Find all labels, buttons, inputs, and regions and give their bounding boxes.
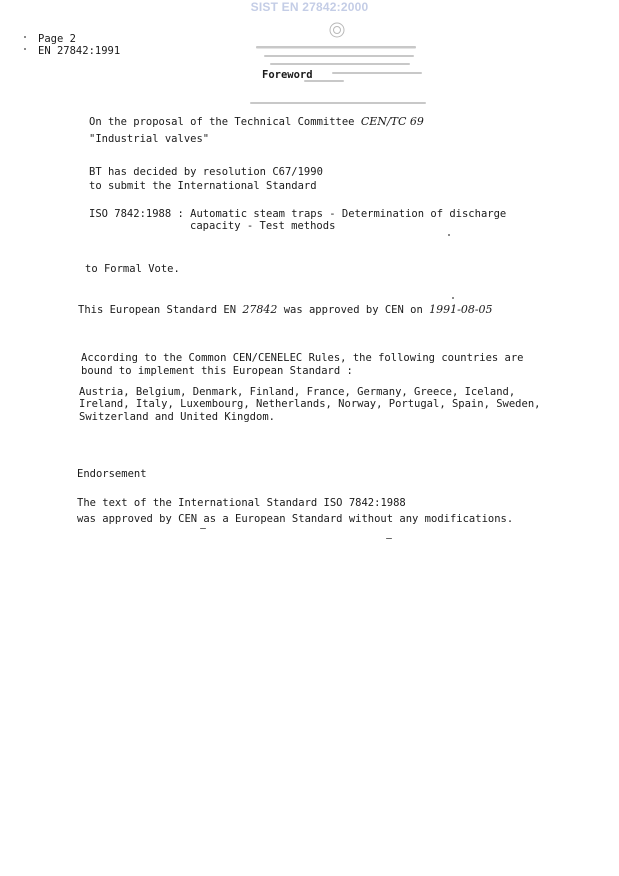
- countries-intro-1: According to the Common CEN/CENELEC Rules, the following countries are: [81, 352, 524, 364]
- endorsement-line-1: [77, 497, 406, 511]
- document-number: EN 27842:1991: [38, 45, 121, 57]
- bt-resolution: BT has decided by resolution C67/1990: [89, 166, 323, 178]
- foreword-heading: Foreword: [262, 69, 313, 81]
- bt-submit: to submit the International Standard: [89, 180, 317, 192]
- scan-speck: [448, 234, 450, 236]
- scan-speck: [452, 297, 454, 299]
- countries-intro-2: bound to implement this European Standard :: [81, 365, 353, 377]
- approval-date: 1991-08-05: [429, 303, 493, 316]
- en-number: 27842: [242, 303, 278, 316]
- countries-list-1: Austria, Belgium, Denmark, Finland, France, Germany, Greece, Iceland,: [79, 386, 516, 398]
- proposal-text: On the proposal of the Technical Committee: [89, 116, 355, 128]
- iso-title-line1: Automatic steam traps - Determination of discharge: [190, 208, 507, 220]
- margin-mark: [24, 36, 26, 38]
- formal-vote: to Formal Vote.: [85, 263, 180, 275]
- countries-list-2: Ireland, Italy, Luxembourg, Netherlands, Norway, Portugal, Spain, Sweden,: [79, 398, 541, 410]
- endorsement-text: The text of the International Standard ISO: [77, 497, 343, 509]
- iso-title-line2: capacity - Test methods: [190, 220, 336, 232]
- page-label: Page 2: [38, 33, 76, 45]
- margin-mark: [24, 48, 26, 50]
- technical-committee-number: CEN/TC 69: [360, 115, 424, 128]
- scan-speck: [200, 528, 206, 529]
- approval-middle: was approved by CEN on: [283, 304, 423, 316]
- scan-speck: [386, 538, 392, 539]
- countries-list-3: Switzerland and United Kingdom.: [79, 411, 275, 423]
- iso-reference: ISO 7842:1988 :: [89, 208, 184, 220]
- endorsement-iso-ref: 7842:1988: [348, 497, 406, 509]
- endorsement-line-2: was approved by CEN as a European Standard without any modifications.: [77, 513, 514, 525]
- faded-stamp-icon: [244, 18, 430, 108]
- approval-text: This European Standard EN: [78, 304, 237, 316]
- committee-name: "Industrial valves": [89, 133, 210, 145]
- proposal-line: [89, 115, 424, 130]
- document-watermark: SIST EN 27842:2000: [250, 0, 369, 14]
- approval-line: [78, 303, 493, 318]
- endorsement-heading: Endorsement: [77, 468, 147, 480]
